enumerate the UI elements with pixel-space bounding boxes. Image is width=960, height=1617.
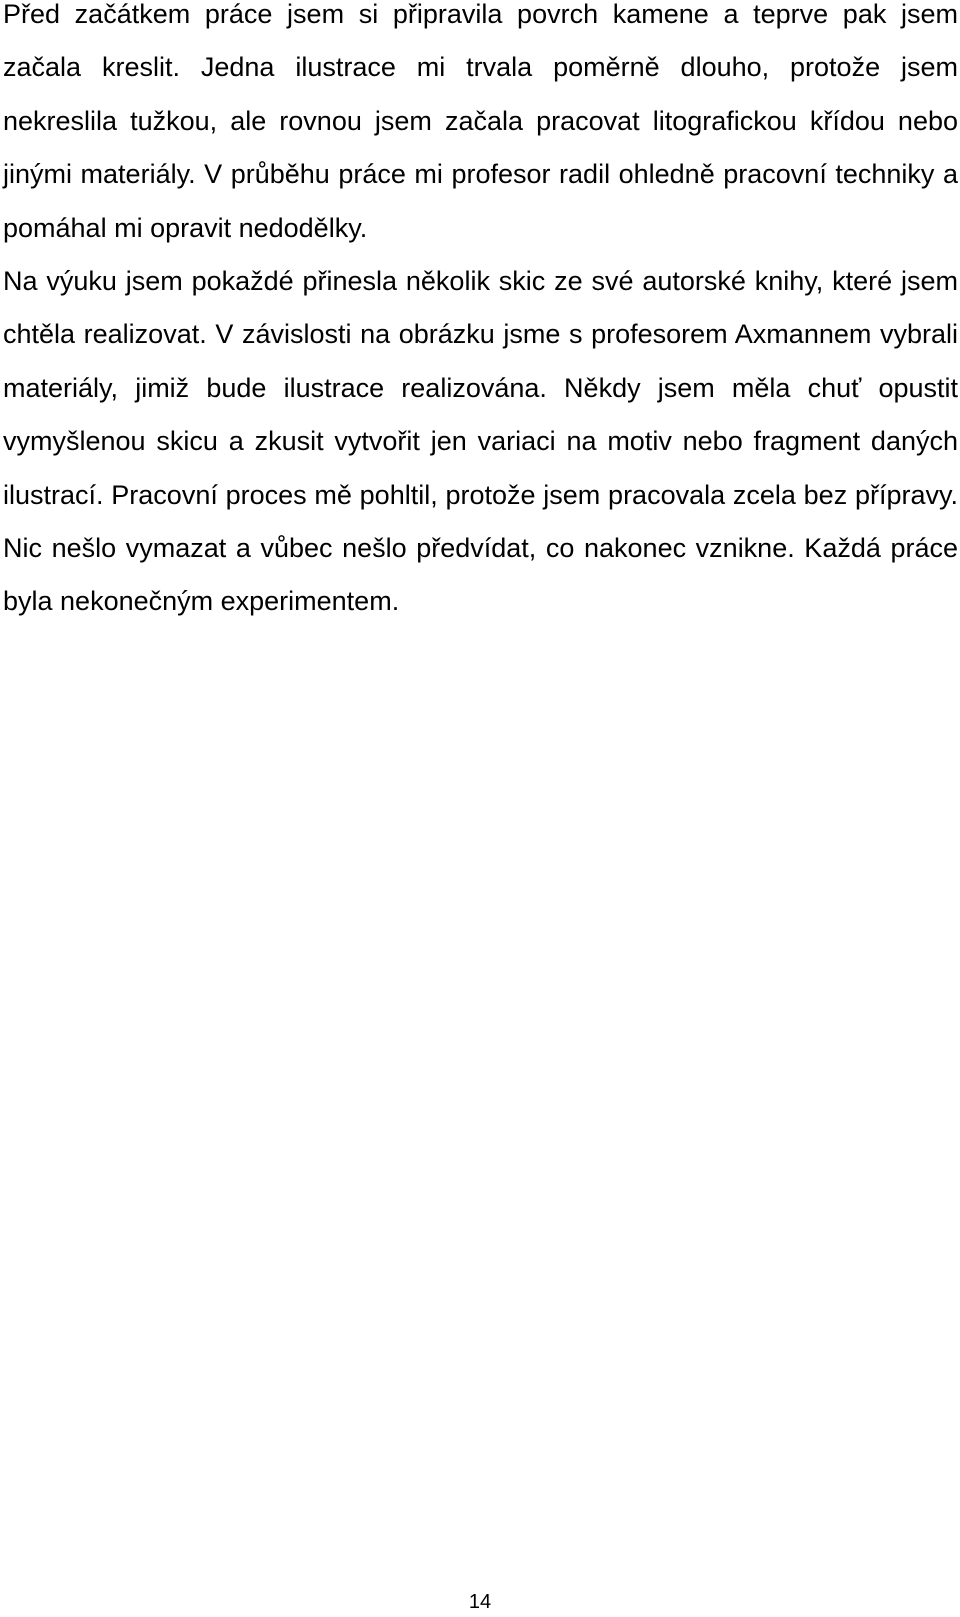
page-number: 14 (468, 1591, 492, 1613)
body-text (3, 0, 958, 629)
paragraph-1: Před začátkem práce jsem si připravila povrch kamene a teprve pak jsem začala kreslit. Jedna ilustrace mi trvala poměrně dlouho, protože jsem nekreslila tužkou, ale rovnou jsem začala pracovat litografickou křídou nebo jinými materiály. V průběhu práce mi profesor radil ohledně pracovní techniky a pomáhal mi opravit nedodělky. (3, 0, 958, 243)
paragraph-2: Na výuku jsem pokaždé přinesla několik skic ze své autorské knihy, které jsem chtěla realizovat. V závislosti na obrázku jsme s profesorem Axmannem vybrali materiály, jimiž bude ilustrace realizována. Někdy jsem měla chuť opustit vymyšlenou skicu a zkusit vytvořit jen variaci na motiv nebo fragment daných ilustrací. Pracovní proces mě pohltil, protože jsem pracovala zcela bez přípravy. Nic nešlo vymazat a vůbec nešlo předvídat, co nakonec vznikne. Každá práce byla nekonečným experimentem. (3, 266, 958, 617)
